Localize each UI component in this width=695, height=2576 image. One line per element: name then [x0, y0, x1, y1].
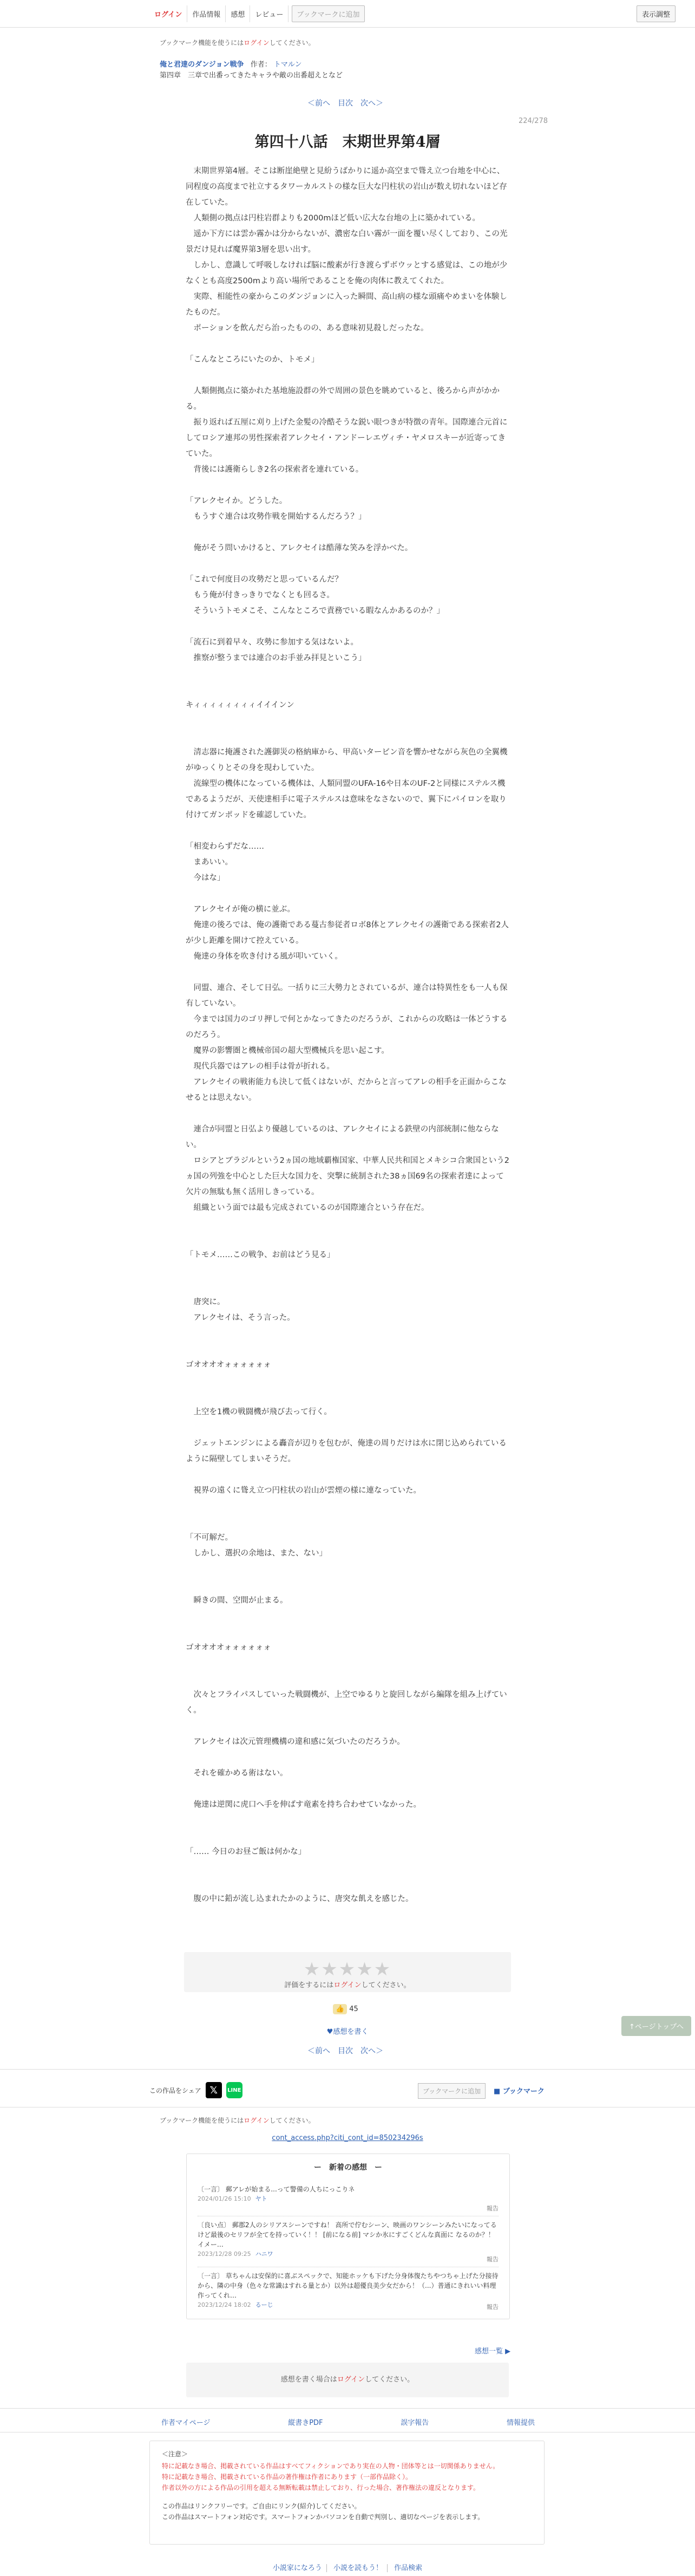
body-paragraph: 視界の遠くに聳え立つ円柱状の岩山が雲煙の様に連なっていた。	[186, 1486, 421, 1495]
body-paragraph	[186, 1279, 510, 1294]
body-paragraph: ロシアとブラジルという2ヵ国の地域覇権国家、中華人民共和国とメキシコ合衆国という2ヵ国の列強を中心とした巨大な国力を、突撃に統制された38ヵ国69名の探索者達によって欠片の無駄も無く活用しきっている。	[186, 1156, 509, 1196]
body-paragraph	[186, 1577, 510, 1593]
caution-red-1: 特に記載なき場合、掲載されている作品はすべてフィクションであり実在の人物・団体等とは一切関係ありません。	[162, 2462, 500, 2470]
body-paragraph	[186, 1781, 510, 1797]
body-paragraph	[186, 368, 510, 383]
body-paragraph: 「こんなところにいたのか、トモメ」	[186, 355, 319, 364]
body-paragraph	[186, 713, 510, 729]
body-paragraph: アレクセイの戦術能力も決して低くはないが、だからと言ってアレの相手を正面からこなせるとは思えない。	[186, 1078, 507, 1102]
review-meta	[198, 2249, 499, 2259]
body-paragraph: 魔界の影響圏と機械帝国の超大型機械兵を思い起こす。	[186, 1046, 389, 1055]
bookmark-login-note	[160, 38, 315, 47]
body-paragraph: アレクセイは次元管理機構の違和感に気づいたのだろうか。	[186, 1738, 405, 1746]
work-links-row	[161, 2417, 535, 2427]
body-paragraph	[186, 1232, 510, 1247]
bookmark-note-prefix: ブックマーク機能を使うには	[160, 39, 244, 47]
body-paragraph	[186, 1499, 510, 1514]
body-paragraph: アレクセイが俺の横に並ぶ。	[186, 905, 295, 914]
review-text[interactable]: 〔良い点〕 郵郡2人のシリアスシーンですね！ 高所で佇むシーン、映画のワンシーンみたいになってるけど最後のセリフが全てを持っていく！！ [前になる前] マシか氷にすごくどんな真面に なるのか？！ イメー…	[198, 2221, 497, 2248]
bookmark-note-suffix: してください。	[269, 39, 315, 47]
body-paragraph	[186, 886, 510, 902]
chapter-group: 第四章 三章で出番ってきたキャラや敵の出番超えとなど	[160, 71, 343, 80]
body-paragraph: 組織という面では最も完成されているのが国際連合という存在だ。	[186, 1204, 429, 1212]
works-info-link[interactable]: 作品情報	[187, 5, 226, 22]
body-paragraph: 末期世界第4層。そこは断崖絶壁と見紛うばかりに遥か高空まで聳え立つ台地を中心に、同程度の高度まで社立するタワーカルストの様な巨大な円柱状の岩山が数え切れないほど存在していた。	[186, 167, 507, 207]
rating-note-prefix: 評価をするには	[284, 1981, 334, 1989]
add-bookmark-button[interactable]: ブックマークに追加	[292, 5, 364, 22]
body-paragraph: 次々とフライパスしていった戦闘機が、上空でゆるりと旋回しながら編隊を組み上げていく。	[186, 1690, 507, 1715]
like-row	[333, 2004, 358, 2014]
review-user-link[interactable]: るーじ	[255, 2301, 273, 2308]
body-paragraph: 俺がそう問いかけると、アレクセイは酷薄な笑みを浮かべた。	[186, 544, 413, 552]
body-paragraph	[186, 1750, 510, 1766]
body-paragraph: 「流石に到着早々、攻勢に参加する気はないよ。	[186, 638, 358, 647]
body-paragraph: 現代兵器ではアレの相手は骨が折れる。	[186, 1062, 335, 1071]
body-paragraph: 背後には護衛らしき2名の探索者を連れている。	[186, 465, 364, 474]
review-date: 2023/12/24 18:02	[198, 2301, 251, 2308]
body-paragraph	[186, 1420, 510, 1436]
review-report-link[interactable]: 報告	[487, 2304, 499, 2311]
typo-report-link[interactable]: 誤字報告	[401, 2419, 429, 2427]
body-paragraph	[186, 965, 510, 980]
body-paragraph: 唐突に。	[186, 1298, 225, 1306]
toc-link[interactable]: 目次	[338, 99, 353, 108]
body-paragraph	[186, 1342, 510, 1357]
body-paragraph: 「不可解だ。	[186, 1533, 233, 1542]
author-link[interactable]: トマルン	[273, 61, 302, 69]
toc-link-bottom[interactable]: 目次	[338, 2047, 353, 2055]
chapter-title: 第四十八話 末期世界第4層	[254, 134, 441, 151]
body-paragraph	[186, 478, 510, 493]
x-share-icon[interactable]: 𝕏	[206, 2082, 222, 2098]
body-paragraph	[186, 1813, 510, 1829]
body-paragraph: 今までは国力のゴリ押しで何とかなってきたのだろうが、これからの攻略は一体どうするのだろう。	[186, 1015, 508, 1039]
divider	[0, 2408, 695, 2409]
body-paragraph: 上空を1機の戦闘機が飛び去って行く。	[186, 1408, 332, 1416]
body-paragraph	[186, 1829, 510, 1844]
page-top-button[interactable]: ↑ページトップへ	[621, 2016, 691, 2036]
body-paragraph: ゴオオオオォォォォォォ	[186, 1361, 271, 1369]
body-paragraph: しかし、意識して呼吸しなければ脳に酸素が行き渡らずボウッとする感覚は、この地が少なくとも高度2500mより高い場所であることを俺の肉体に教えてくれた。	[186, 261, 508, 285]
divider	[0, 2069, 695, 2070]
body-paragraph: 俺達は逆関に虎口へ手を伸ばす竜素を持ち合わせていなかった。	[186, 1800, 421, 1809]
bookmark-note-login-link-bottom[interactable]: ログイン	[244, 2117, 270, 2124]
body-paragraph: 「これで何度目の攻勢だと思っているんだ？	[186, 575, 343, 584]
body-paragraph	[186, 1860, 510, 1876]
rating-login-link[interactable]: ログイン	[333, 1981, 362, 1989]
body-paragraph	[186, 823, 510, 839]
bookmark-note-login-link[interactable]: ログイン	[244, 39, 270, 47]
share-row	[149, 2082, 242, 2098]
body-paragraph	[186, 525, 510, 541]
body-paragraph: 推察が整うまでは連合のお手並み拝見といこう」	[186, 654, 366, 662]
body-paragraph: 連合が同盟と日弘より優越しているのは、アレクセイによる鉄壁の内部統制に他ならない。	[186, 1125, 499, 1149]
episode-counter: 224/278	[519, 117, 548, 125]
bookmark-note-prefix-bottom: ブックマーク機能を使うには	[160, 2117, 244, 2124]
review-report-link[interactable]: 報告	[487, 2205, 499, 2212]
body-paragraph: まあいい。	[186, 858, 233, 867]
add-bookmark-button-bottom[interactable]: ブックマークに追加	[418, 2083, 486, 2099]
body-paragraph	[186, 1389, 510, 1404]
bookmark-link[interactable]: ■ ブックマーク	[494, 2087, 545, 2096]
review-date: 2024/01/26 15:10	[198, 2195, 251, 2202]
body-paragraph	[186, 1326, 510, 1342]
body-paragraph: 「トモメ……この戦争、お前はどう見る」	[186, 1251, 335, 1259]
bookmark-note-suffix-bottom: してください。	[269, 2117, 315, 2124]
body-paragraph	[186, 682, 510, 698]
top-navbar	[0, 0, 695, 28]
login-link[interactable]: ログイン	[149, 5, 187, 22]
body-paragraph: 俺達の身体を吹き付ける風が叩いていく。	[186, 952, 343, 961]
body-paragraph: そういうトモメこそ、こんなところで責務でいる暇なんかあるのか？」	[186, 607, 445, 615]
body-paragraph	[186, 1656, 510, 1671]
caution-box	[149, 2441, 545, 2545]
body-paragraph: キィィィィィィィィイイインン	[186, 701, 294, 710]
like-thumb-icon[interactable]: 👍	[333, 2004, 347, 2014]
body-paragraph: ジェットエンジンによる轟音が辺りを包むが、俺達の周りだけは水に閉じ込められているように隔壁してしまいそうだ。	[186, 1439, 507, 1463]
caution-red-3: 作者以外の方による作品の引用を超える無断転載は禁止しており、行った場合、著作権法の違反となります。	[162, 2484, 480, 2492]
review-report-link[interactable]: 報告	[487, 2256, 499, 2263]
caution-line-1: この作品はリンクフリーです。ご自由にリンク(紹介)してください。	[162, 2502, 361, 2510]
body-paragraph: 俺達の後ろでは、俺の護衛である蔓古参従者ロボ8体とアレクセイの護衛である探索者2人が少し距離を開けて控えている。	[186, 921, 509, 945]
review-login-prefix: 感想を書く場合は	[280, 2376, 337, 2384]
write-review-link[interactable]: ♥感想を書く	[326, 2028, 369, 2036]
body-paragraph: 人類側拠点に築かれた基地施設群の外で周囲の景色を眺めていると、後ろから声がかかる。	[186, 387, 500, 411]
recent-reviews-box	[186, 2154, 510, 2319]
body-paragraph	[186, 729, 510, 745]
body-paragraph	[186, 1624, 510, 1640]
bookmark-login-note-bottom	[160, 2116, 315, 2125]
next-link-bottom[interactable]: 次へ＞	[360, 2047, 383, 2055]
body-paragraph: 今はな」	[186, 874, 225, 882]
prev-link-bottom[interactable]: ＜前へ	[307, 2047, 330, 2055]
body-paragraph: 流線型の機体になっている機体は、人類同盟のUFA-16や日本のUF-2と同様にステルス機であるようだが、天使達相手に電子ステルスは意味をなさないので、翼下にパイロンを取り付けてガンポッドを確認していた。	[186, 779, 507, 819]
body-paragraph	[186, 1467, 510, 1483]
review-item	[198, 2220, 499, 2267]
rating-stars[interactable]: ★★★★★	[303, 1959, 392, 1980]
reviews-more-link[interactable]: 感想一覧 ▶	[475, 2347, 511, 2356]
review-item	[198, 2271, 499, 2314]
novel-header	[160, 60, 343, 81]
review-login-link[interactable]: ログイン	[337, 2376, 365, 2384]
review-meta	[198, 2300, 499, 2310]
body-paragraph	[186, 1106, 510, 1122]
body-paragraph	[186, 1263, 510, 1279]
review-text[interactable]: 〔一言〕 草ちゃんは安保的に喜ぶスペックで、知能ホッケも下げた分身体復たちやつちゃ上げた分接待から、隣の中身（色々な常識はすれる量とか）以外は超優良美少女だから！（...）普通にきれいい料理作ってくれ…	[198, 2272, 499, 2299]
reviews-title: ー 新着の感想 ー	[314, 2163, 382, 2172]
body-paragraph	[186, 1514, 510, 1530]
body-paragraph: 「相変わらずだな……	[186, 842, 264, 851]
body-paragraph: 遥か下方には雲か霧かは分からないが、濃密な白い霧が一面を覆い尽くしており、この光景だけ見れば魔界第3層を思い出す。	[186, 230, 508, 254]
review-user-link[interactable]: ヤト	[255, 2195, 267, 2202]
bookmark-link-label: ブックマーク	[502, 2087, 545, 2096]
body-paragraph: ポーションを飲んだら治ったものの、ある意味初見殺しだったな。	[186, 324, 429, 333]
review2-link[interactable]: レビュー	[250, 5, 289, 22]
caution-head: ＜注意＞	[162, 2450, 188, 2458]
review-login-suffix: してください。	[365, 2376, 415, 2384]
review-item	[198, 2184, 499, 2216]
pager-bottom	[307, 2045, 383, 2056]
rating-note-suffix: してください。	[361, 1981, 411, 1989]
body-paragraph: 瞬きの間、空間が止まる。	[186, 1596, 288, 1605]
body-paragraph: ゴオオオオォォォォォォ	[186, 1643, 271, 1652]
rating-box	[184, 1952, 511, 1992]
caution-line-2: この作品はスマートフォン対応です。スマートフォンかパソコンを自動で判別し、適切なページを表示します。	[162, 2513, 484, 2521]
author-mypage-link[interactable]: 作者マイページ	[161, 2419, 211, 2427]
body-paragraph: 人類側の拠点は円柱岩群よりも2000mほど低い広大な台地の上に築かれている。	[186, 214, 481, 223]
review-login-box	[186, 2363, 509, 2397]
next-link[interactable]: 次へ＞	[360, 99, 383, 108]
body-paragraph	[186, 619, 510, 635]
body-paragraph	[186, 1216, 510, 1232]
body-paragraph: それを確かめる術はない。	[186, 1769, 288, 1778]
body-paragraph: もう俺が付きっきりでなくとも回るさ。	[186, 591, 335, 600]
footer-links	[0, 2562, 695, 2572]
like-count: 45	[349, 2005, 358, 2013]
author-label: 作者：	[250, 61, 272, 69]
body-paragraph: 「…… 今日のお昼ご飯は何かな」	[186, 1848, 306, 1856]
body-paragraph	[186, 1876, 510, 1891]
body-paragraph	[186, 666, 510, 682]
prev-link[interactable]: ＜前へ	[307, 99, 330, 108]
footer-link-yomou[interactable]: 小説を読もう！	[329, 2564, 388, 2572]
body-paragraph: 清志器に掩護された護御災の格納庫から、甲高いタービン音を響かせながら灰色の全翼機がゆっくりとその身を現わしていた。	[186, 748, 508, 772]
caution-red-2: 特に記載なき場合、掲載されている作品の著作権は作者にあります（一部作品除く）。	[162, 2473, 412, 2481]
body-paragraph: もうすぐ連合は攻勢作戦を開始するんだろう？」	[186, 512, 366, 521]
share-label: この作品をシェア	[149, 2086, 201, 2094]
body-paragraph	[186, 1671, 510, 1687]
line-share-icon[interactable]: LINE	[226, 2082, 242, 2098]
footer-link-narou[interactable]: 小説家になろう	[268, 2564, 327, 2572]
body-paragraph	[186, 1719, 510, 1734]
body-paragraph: 腹の中に鉛が流し込まれたかのように、唐突な飢えを感じた。	[186, 1895, 414, 1903]
pager-top	[307, 97, 383, 108]
body-paragraph: しかし、選択の余地は、また、ない」	[186, 1549, 327, 1558]
body-paragraph	[186, 556, 510, 572]
review-text[interactable]: 〔一言〕 郵アレが始まる...って警備の人ちにっこりネ	[198, 2185, 355, 2193]
vertical-pdf-link[interactable]: 縦書きPDF	[288, 2419, 323, 2427]
top-nav-links	[149, 5, 365, 22]
body-paragraph: 同盟、連合、そして日弘。一括りに三大勢力とされているが、連合は特異性をも一人も保有していない。	[186, 984, 508, 1008]
body-paragraph: 「アレクセイか。どうした。	[186, 497, 287, 505]
body-paragraph	[186, 1562, 510, 1577]
info-provide-link[interactable]: 情報提供	[506, 2419, 535, 2427]
review-date: 2023/12/28 09:25	[198, 2250, 251, 2258]
series-title-link[interactable]: 俺と君達のダンジョン戦争	[160, 61, 244, 69]
chapter-body	[186, 164, 510, 1907]
body-paragraph	[186, 336, 510, 352]
body-paragraph	[186, 1373, 510, 1389]
review-user-link[interactable]: ハニワ	[255, 2250, 273, 2258]
display-settings-button[interactable]: 表示調整	[637, 5, 676, 22]
body-paragraph: 振り返れば五厘に刈り上げた金髪の冷酷そうな鋭い眼つきが特徴の青年。国際連合元首にしてロシア連邦の男性探索者アレクセイ・アンドーレエヴィチ・ヤメロスキーが近寄ってきていた。	[186, 418, 508, 458]
body-paragraph: アレクセイは、そう言った。	[186, 1313, 295, 1322]
review-link[interactable]: 感想	[226, 5, 250, 22]
access-image-link[interactable]: cont_access.php?citi_cont_id=850234296s	[272, 2134, 423, 2142]
rating-note	[184, 1979, 511, 1989]
body-paragraph: 実際、相能性の豪からこのダンジョンに入った瞬間、高山病の様な頭痛やめまいを体験したものだ。	[186, 292, 507, 317]
body-paragraph	[186, 1609, 510, 1624]
review-meta	[198, 2194, 499, 2204]
footer-link-search[interactable]: 作品検索	[394, 2564, 423, 2572]
